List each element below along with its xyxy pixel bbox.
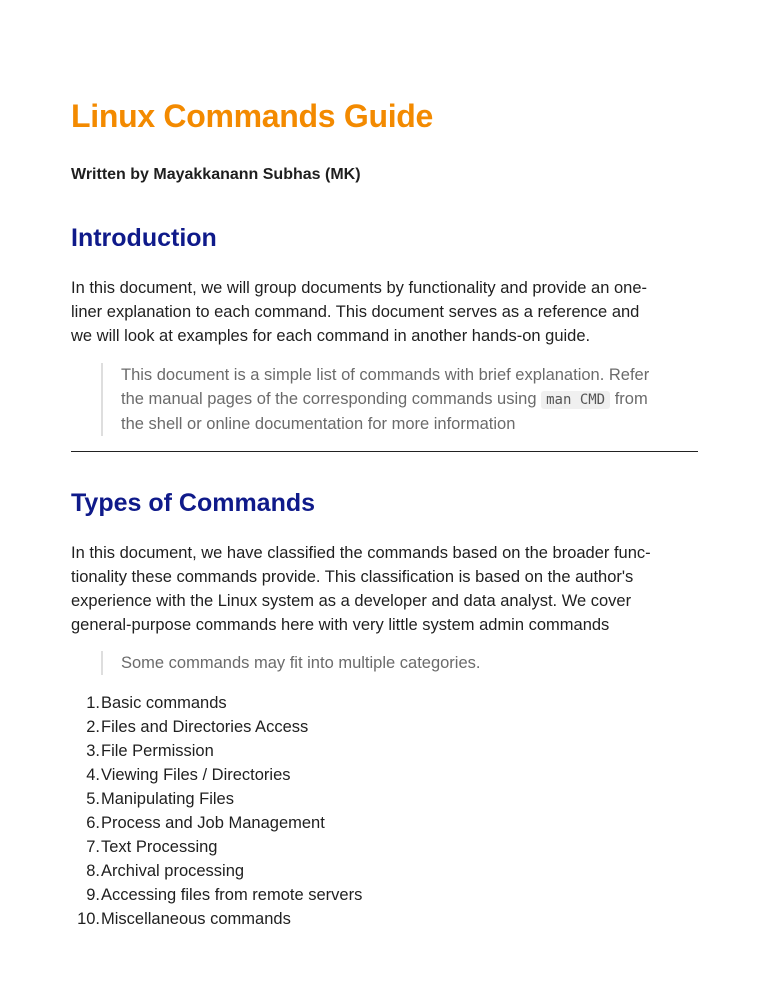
list-item (71, 691, 671, 715)
list-number: 6. (86, 814, 100, 832)
list-number: 5. (86, 790, 100, 808)
introduction-blockquote (101, 363, 711, 436)
document-title: Linux Commands Guide (71, 98, 434, 134)
list-number: 3. (86, 742, 100, 760)
list-item-text: Files and Directories Access (101, 718, 309, 736)
author-byline: Written by Mayakkanann Subhas (MK) (71, 166, 361, 183)
inline-code: man CMD (541, 391, 610, 409)
quote-text: Some commands may fit into multiple categories. (121, 654, 481, 672)
types-blockquote (101, 651, 711, 675)
list-item (71, 763, 671, 787)
list-item (71, 715, 671, 739)
paragraph-line: experience with the Linux system as a developer and data analyst. We cover (71, 592, 632, 610)
paragraph-line: In this document, we will group documents by functionality and provide an one- (71, 279, 647, 297)
list-item (71, 907, 671, 931)
types-heading: Types of Commands (71, 489, 316, 517)
list-item-text: Viewing Files / Directories (101, 766, 291, 784)
list-number: 2. (86, 718, 100, 736)
list-item-text: Accessing files from remote servers (101, 886, 363, 904)
list-item (71, 859, 671, 883)
list-number: 4. (86, 766, 100, 784)
list-item-text: Process and Job Management (101, 814, 325, 832)
list-item-text: Text Processing (101, 838, 218, 856)
list-item (71, 835, 671, 859)
list-item-text: Basic commands (101, 694, 227, 712)
paragraph-line: we will look at examples for each command in another hands-on guide. (71, 327, 591, 345)
paragraph-line: liner explanation to each command. This document serves as a reference and (71, 303, 640, 321)
list-number: 8. (86, 862, 100, 880)
quote-line: the manual pages of the corresponding commands using (121, 390, 537, 408)
list-item-text: File Permission (101, 742, 214, 760)
horizontal-divider (71, 451, 698, 452)
introduction-heading: Introduction (71, 224, 217, 252)
types-paragraph (71, 541, 699, 637)
introduction-paragraph (71, 276, 699, 348)
quote-line: the shell or online documentation for more information (121, 415, 516, 433)
list-number: 9. (86, 886, 100, 904)
list-item (71, 883, 671, 907)
paragraph-line: In this document, we have classified the commands based on the broader func- (71, 544, 651, 562)
command-types-list (71, 691, 671, 931)
list-item-text: Manipulating Files (101, 790, 234, 808)
list-item (71, 739, 671, 763)
paragraph-line: tionality these commands provide. This classification is based on the author's (71, 568, 634, 586)
list-item (71, 811, 671, 835)
list-number: 7. (86, 838, 100, 856)
quote-line: This document is a simple list of commands with brief explanation. Refer (121, 366, 650, 384)
list-number: 10. (77, 910, 100, 928)
list-item-text: Miscellaneous commands (101, 910, 291, 928)
paragraph-line: general-purpose commands here with very little system admin commands (71, 616, 610, 634)
quote-line: from (614, 390, 648, 408)
list-item-text: Archival processing (101, 862, 245, 880)
list-item (71, 787, 671, 811)
list-number: 1. (86, 694, 100, 712)
